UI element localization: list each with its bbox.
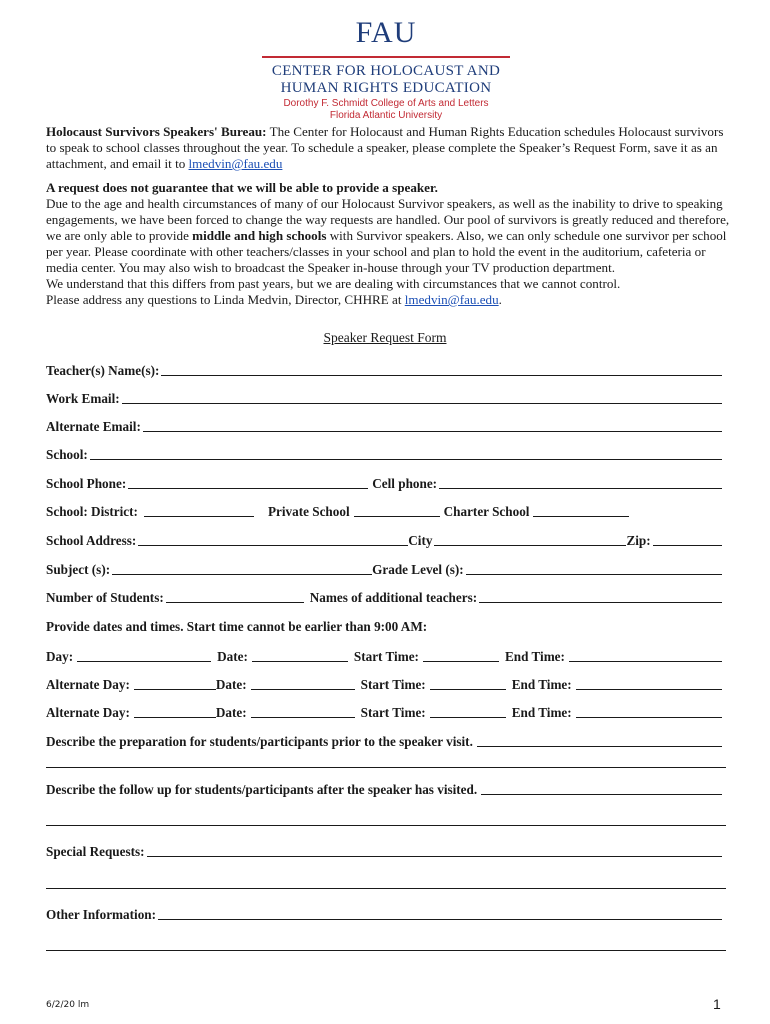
alt-end-field-1[interactable]	[576, 688, 722, 690]
num-students-label: Number of Students:	[46, 590, 164, 605]
charter-school-label: Charter School	[443, 504, 530, 519]
private-school-field[interactable]	[354, 515, 440, 517]
prep-field[interactable]	[477, 745, 722, 747]
students-row	[46, 588, 722, 606]
city-field[interactable]	[434, 544, 626, 546]
alt-email-field[interactable]	[143, 430, 722, 432]
alt-date-field-2[interactable]	[251, 716, 355, 718]
subject-row	[46, 560, 722, 578]
phone-row	[46, 474, 722, 492]
num-students-field[interactable]	[166, 601, 304, 603]
grade-level-label: Grade Level (s):	[372, 562, 464, 577]
school-district-label: School: District:	[46, 504, 138, 519]
school-phone-field[interactable]	[128, 487, 368, 489]
logo-divider	[262, 56, 510, 58]
special-label: Special Requests:	[46, 844, 145, 859]
special-continuation-line[interactable]	[46, 888, 726, 889]
work-email-field[interactable]	[122, 402, 722, 404]
notice-contact: Please address any questions to Linda Medvin, Director, CHHRE at	[46, 292, 405, 307]
day-end-label: End Time:	[504, 649, 565, 664]
intro-paragraph	[46, 124, 736, 172]
notice-text-b: with Survivor speakers. Also, we can only schedule one survivor per school per year. Please coordinate with other teachers/classes in your school and plan to hold the event in the auditorium, cafeteria or media center. You may also wish to broadcast the Speaker in-house through your TV production department.	[46, 228, 727, 275]
notice-circumstances: We understand that this differs from past years, but we are dealing with circumstances that we cannot control.	[46, 276, 621, 291]
cell-phone-label: Cell phone:	[372, 476, 438, 491]
alt-day-row-2	[46, 703, 722, 721]
subject-field[interactable]	[112, 573, 372, 575]
logo-line-1: CENTER FOR HOLOCAUST AND	[271, 63, 501, 79]
followup-label: Describe the follow up for students/participants after the speaker has visited.	[46, 782, 478, 797]
followup-continuation-line[interactable]	[46, 825, 726, 826]
alt-day-label-2: Alternate Day:	[46, 705, 130, 720]
alt-date-label-2: Date:	[215, 705, 247, 720]
fau-logo	[256, 16, 516, 121]
notice-text-a: Due to the age and health circumstances of many of our Holocaust Survivor speakers, as well as the inability to drive to speaking engagements, we have been forced to change the way requests are handled. Our pool of survivors is greatly reduced and therefore, we are only able to provide	[46, 196, 730, 243]
alt-day-field-1[interactable]	[134, 688, 216, 690]
alt-start-field-2[interactable]	[430, 716, 506, 718]
notice-bold: middle and high schools	[192, 228, 327, 243]
page-number: 1	[713, 996, 721, 1012]
teachers-label: Teacher(s) Name(s):	[46, 363, 160, 378]
special-field[interactable]	[147, 855, 722, 857]
teachers-field[interactable]	[161, 374, 722, 376]
alt-start-label-2: Start Time:	[360, 705, 426, 720]
dates-note-row	[46, 617, 722, 635]
private-school-label: Private School	[267, 504, 350, 519]
special-row	[46, 842, 722, 860]
zip-label: Zip:	[626, 533, 651, 548]
charter-school-field[interactable]	[533, 515, 629, 517]
alt-end-label-2: End Time:	[511, 705, 572, 720]
logo-university: Florida Atlantic University	[329, 110, 443, 121]
alt-end-label-1: End Time:	[511, 677, 572, 692]
other-continuation-line[interactable]	[46, 950, 726, 951]
city-label: City	[408, 533, 433, 548]
fau-logo-mark: FAU	[355, 16, 417, 49]
school-field[interactable]	[90, 458, 722, 460]
intro-lead: Holocaust Survivors Speakers' Bureau:	[46, 124, 267, 139]
dates-note: Provide dates and times. Start time cannot be earlier than 9:00 AM:	[46, 619, 428, 634]
work-email-label: Work Email:	[46, 391, 120, 406]
prep-row	[46, 732, 722, 750]
followup-field[interactable]	[481, 793, 722, 795]
footer-revision: 6/2/20 lm	[46, 1000, 90, 1010]
alt-email-row	[46, 417, 722, 435]
day-end-field[interactable]	[569, 660, 722, 662]
teachers-row	[46, 361, 722, 379]
alt-start-field-1[interactable]	[430, 688, 506, 690]
form-title: Speaker Request Form	[323, 330, 447, 345]
day-date-label: Date:	[217, 649, 248, 664]
zip-field[interactable]	[653, 544, 722, 546]
additional-teachers-label: Names of additional teachers:	[309, 590, 478, 605]
day-field[interactable]	[77, 660, 211, 662]
other-row	[46, 905, 722, 923]
alt-day-row-1	[46, 675, 722, 693]
other-label: Other Information:	[46, 907, 157, 922]
contact-email-link[interactable]: lmedvin@fau.edu	[404, 292, 499, 307]
cell-phone-field[interactable]	[439, 487, 722, 489]
day-label: Day:	[46, 649, 74, 664]
district-row	[46, 502, 722, 520]
intro-text: The Center for Holocaust and Human Rights Education schedules Holocaust survivors to speak to school classes throughout the year. To schedule a speaker, please complete the Speaker’s Request Form, save it as an attachment, and email it to	[46, 124, 724, 171]
alt-end-field-2[interactable]	[576, 716, 722, 718]
school-address-field[interactable]	[138, 544, 408, 546]
notice-block	[46, 180, 736, 308]
school-address-label: School Address:	[46, 533, 137, 548]
intro-email-link[interactable]: lmedvin@fau.edu	[188, 156, 283, 171]
school-phone-label: School Phone:	[46, 476, 127, 491]
additional-teachers-field[interactable]	[479, 601, 722, 603]
alt-email-label: Alternate Email:	[46, 419, 141, 434]
logo-college: Dorothy F. Schmidt College of Arts and Letters	[283, 98, 489, 109]
school-label: School:	[46, 447, 88, 462]
alt-day-label-1: Alternate Day:	[46, 677, 130, 692]
day-start-label: Start Time:	[353, 649, 419, 664]
other-field[interactable]	[158, 918, 722, 920]
prep-continuation-line[interactable]	[46, 767, 726, 768]
alt-start-label-1: Start Time:	[360, 677, 426, 692]
notice-heading: A request does not guarantee that we will be able to provide a speaker.	[46, 180, 438, 195]
prep-label: Describe the preparation for students/participants prior to the speaker visit.	[46, 734, 473, 749]
grade-level-field[interactable]	[466, 573, 722, 575]
followup-row	[46, 780, 722, 798]
subject-label: Subject (s):	[46, 562, 111, 577]
school-row	[46, 445, 722, 463]
alt-date-label-1: Date:	[215, 677, 247, 692]
school-district-field[interactable]	[144, 515, 254, 517]
alt-date-field-1[interactable]	[251, 688, 355, 690]
day-date-field[interactable]	[252, 660, 348, 662]
address-row	[46, 531, 722, 549]
logo-line-2: HUMAN RIGHTS EDUCATION	[280, 80, 492, 96]
contact-period: .	[498, 292, 502, 307]
work-email-row	[46, 389, 722, 407]
day-row	[46, 647, 722, 665]
day-start-field[interactable]	[423, 660, 499, 662]
alt-day-field-2[interactable]	[134, 716, 216, 718]
